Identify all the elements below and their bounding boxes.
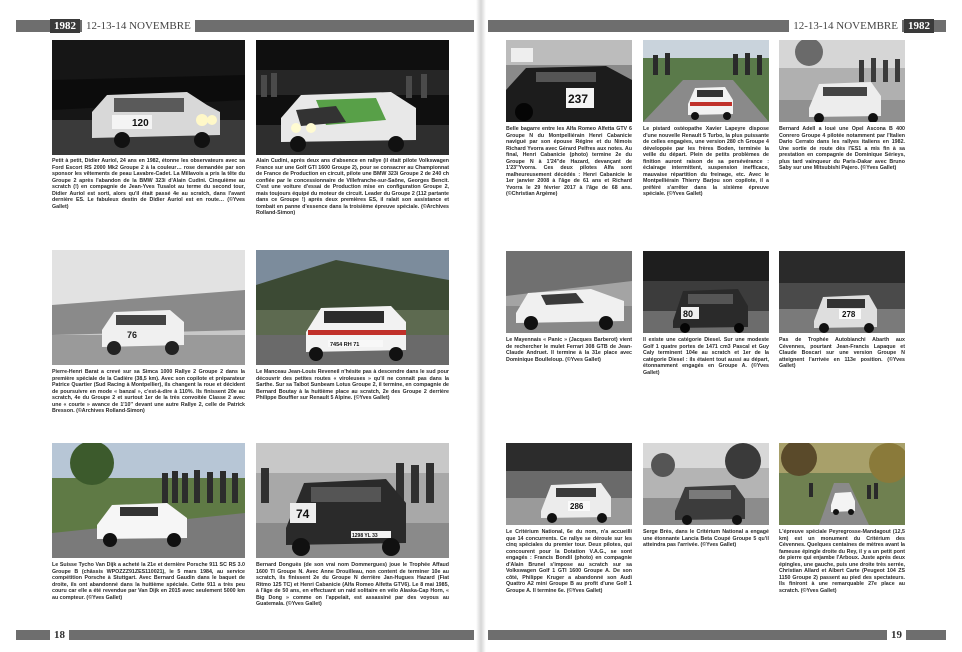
caption-dongues: Bernard Donguès (de son vrai nom Dommergues) joue le Trophée Affaud 1600 TI Groupe N. Avec Anne Drouilleau, non content de terminer 10e au scratch, ils finissent 2e du Groupe N derrière Jan-Hugues Hazard (Fiat Ritmo 125 TC) et Henri Cabanicie (Alfa Romeo Alfetta GTV6). Le 8 mai 1985, à l'âge de 50 ans, en effectuant un raid solitaire en vélo Alaska-Cap Horn, « Big Dong » comme on l'appelait, est assassiné par des voyous au Guatemala. (©Yves Gallet)	[256, 562, 449, 608]
right-header-year: 1982	[904, 19, 934, 33]
photo-alfetta-number: 237	[568, 92, 589, 106]
photo-golf-plate: 1298 YL 33	[352, 533, 378, 539]
caption-barat: Pierre-Henri Barat a crevé sur sa Simca 1000 Rallye 2 Groupe 2 dans la première spéciale de la Cadière (38,5 km). Avec son copilote et préparateur Patrice Quartier (Sud Racing à Montpellier), ils changent la roue et décident de poursuivre en mode « banzaï », c'est-à-dire à 110%. Ils finissent 20e au scratch, 4e du Groupe 2 et surtout 1er de la très convoitée Classe 2 avec une « courte » avance de 1'10'' devant une autre Rallye 2, celle de Patrick Bresson. (©Archives Rolland-Simon)	[52, 369, 245, 415]
caption-panic: Le Mayennais « Panic » (Jacques Barberot) vient de rechercher le mulet Ferrari 308 GTB de Jean-Claude Andruet. Il termine à la 31e place avec Dominique Boulleloup. (©Yves Gallet)	[506, 337, 632, 363]
photo-bmw-cudini	[256, 40, 449, 155]
caption-bondil: Le Critérium National, 6e du nom, n'a accueilli que 14 concurrents. Ce rallye se déroule sur les cinq spéciales du premier tour. Deux pilotes, qui concourent pour la Dotation V.A.G., se sont engagés : Francis Bondil (photo) en compagnie d'Alain Brunel s'impose au scratch sur sa Volkswagen Golf 1 GTI 1600 Groupe A. De son côté, Philippe Kruger a abandonné son Audi Quattro A2 mini Groupe B au profit d'une Golf 1 Groupe A. Il termine 6e. (©Yves Gallet)	[506, 529, 632, 594]
photo-golf-dongues	[256, 443, 449, 558]
left-header-dates: 12-13-14 NOVEMBRE	[82, 19, 195, 33]
caption-allard: L'épreuve spéciale Peyregrosse-Mandagout (12,5 km) est un monument du Critérium des Cévennes. Quelques centaines de mètres avant la fameuse épingle droite du Rey, il y a un petit pont de pierre qui enjambe l'Arboux. Juste après deux épingles, une gauche, puis une droite très serrée, Christian Allard et Albert Carte (Peugeot 104 ZS 1150 Groupe 2) passent au pied des spectateurs. Ils finiront à une remarquable 27e place au scratch. (©Yves Gallet)	[779, 529, 905, 594]
photo-alfetta-cabanicie	[506, 40, 632, 122]
photo-ferrari-panic	[506, 251, 632, 333]
left-header-band	[16, 20, 474, 32]
photo-golf-bondil	[506, 443, 632, 525]
right-page-number: 19	[887, 628, 906, 642]
left-footer-band	[16, 630, 474, 640]
right-header-dates: 12-13-14 NOVEMBRE	[789, 19, 902, 33]
photo-escort-plate: 120	[132, 118, 149, 129]
caption-adell: Bernard Adell a loué une Opel Ascona B 400 Conrero Groupe 4 pilotée notamment par l'Italien Dario Cerrato dans les rallyes italiens en 1982. Une sortie de route dès l'ES1 a mis fin à sa prestation en compagnie de Dominique Sérieys, plus tard vainqueur du Paris-Dakar avec Bruno Saby sur une Mitsubishi Pajero. (©Yves Gallet)	[779, 126, 905, 172]
photo-ascona-adell	[779, 40, 905, 122]
left-page-number: 18	[50, 628, 69, 642]
photo-bondil-number: 286	[570, 502, 584, 511]
caption-reveneil: Le Manceau Jean-Louis Reveneil n'hésite pas à descendre dans le sud pour découvrir des petites routes « viroleuses » qu'il ne connaît pas dans la Sarthe. Sur sa Talbot Sunbeam Lotus Groupe 2, il termine, en compagnie de Bernard Boutay à la huitième place au scratch, 2e des Groupe 2 derrière Philippe Bouffier sur Renault 5 Alpine. (©Yves Gallet)	[256, 369, 449, 402]
photo-sunbeam-reveneil	[256, 250, 449, 365]
photo-r5turbo-lapeyre	[643, 40, 769, 122]
caption-cudini: Alain Cudini, après deux ans d'absence en rallye (il était pilote Volkswagen France sur une Golf GTI 1600 Groupe 2), pour se consacrer au Championnat de France de Production en circuit, pilote une BMW 323i Groupe 2 de 240 ch confiée par le concessionnaire de Villefranche-sur-Saône, Georges Bencit. C'est une voiture d'essai de Production mise en configuration Groupe 2, mais toujours équipé du moteur de circuit. Leader du Groupe 2 (112 partante dans ce Groupe !) après deux premières ES, il ralait son assistance et tombait en panne d'essence dans la troisième épreuve spéciale. (©Archives Rolland-Simon)	[256, 158, 449, 217]
photo-autobianchi-lapaque	[779, 251, 905, 333]
photo-peugeot-allard	[779, 443, 905, 525]
photo-ford-escort-auriol	[52, 40, 245, 155]
photo-lancia-bres	[643, 443, 769, 525]
caption-lapeyre: Le pistard ostéopathe Xavier Lapeyre dispose d'une nouvelle Renault 5 Turbo, la plus puissante de celles engagées, une version 280 ch Groupe 4 développée par les frères Boden, terminée la veille du départ. Plein de petits problèmes de finition auront raison de sa persévérance : éclairage intermittent, suspension inefficace, mauvaise répartition du freinage, etc. Avec le Montpelliérain Thierry Barjou son copilote, il a préféré s'arrêter dans la sixième épreuve spéciale. (©Yves Gallet)	[643, 126, 769, 198]
photo-simca-number: 76	[127, 330, 138, 340]
left-header-year: 1982	[50, 19, 80, 33]
photo-diesel-number: 80	[683, 309, 694, 319]
photo-golf-diesel-caly	[643, 251, 769, 333]
photo-simca-barat	[52, 250, 245, 365]
page-gutter	[476, 0, 486, 652]
photo-golf-number: 74	[296, 507, 310, 521]
right-header-band	[488, 20, 946, 32]
caption-auriol: Petit à petit, Didier Auriol, 24 ans en 1982, étonne les observateurs avec sa Ford Escort RS 2000 Mk2 Groupe 2 à la couleur… rose demandée par son sponsor les vêtements de peau Lavabre-Cadet. La Millavois a pris la tête du Groupe 2 après l'abandon de la BMW 323i d'Alain Cudini. Cinquième au scratch (!) en compagnie de Jean-Yves Tusalot au terme du second tour, Didier Auriol est sorti, alors qu'il était passé 4e au scratch, dans l'avant dernière ES. Le fabuleux destin de Didier Auriol est en route… (©Yves Gallet)	[52, 158, 245, 210]
photo-porsche-vandijk	[52, 443, 245, 558]
caption-lapaque: Pas de Trophée Autobianchi Abarth aux Cévennes, pourtant Jean-Francis Lapaque et Claude Boscari sur une version Groupe N atteignent l'arrivée en 113e position. (©Yves Gallet)	[779, 337, 905, 370]
photo-sunbeam-plate: 7454 RH 71	[330, 342, 360, 348]
caption-cabanicie: Belle bagarre entre les Alfa Romeo Alfetta GTV 6 Groupe N du Montpelliérain Henri Cabanicie navigué par son épouse Régine et du Nimois Richard Yvorra avec Gérard Pelfres aux notes. Au final, Henri Cabanicie (photo) termine 2e du Groupe N à 1'24''de Hazard, devançant de 1'23''Yvorra. Ces deux pilotes Alfa sont malheureusement décédés : Henri Cabanicie le 1er janvier 2008 à l'âge de 61 ans et Richard Yvorra le 29 février 2017 à l'âge de 68 ans. (©Christian Argème)	[506, 126, 632, 198]
right-footer-band	[488, 630, 946, 640]
caption-vandijk: Le Suisse Tycho Van Dijk a acheté la 21e et dernière Porsche 911 SC RS 3.0 Groupe B (châssis WPOZZZ91ZES110021), le 5 mars 1984, au service compétition Porsche à Stuttgart. Avec Bernard Gaudin dans le baquet de droite, ils ont abandonné dans la huitième spéciale. Cette 911 a très peu couru car elle a été revendue par Van Dijk en 2015 avec seulement 5000 km au compteur. (©Yves Gallet)	[52, 562, 245, 601]
caption-caly: Il existe une catégorie Diesel. Sur une modeste Golf 1 quatre portes de 1471 cm3 Pascal et Guy Caly terminent 104e au scratch et 1er de la catégorie Diesel : ils étaient tout aussi au départ, étonnamment engagés en Groupe A. (©Yves Gallet)	[643, 337, 769, 376]
caption-bres: Serge Brès, dans le Critérium National a engagé une étonnante Lancia Beta Coupé Groupe 5 qu'il atteindra pas l'arrivée. (©Yves Gallet)	[643, 529, 769, 549]
photo-autobianchi-number: 278	[842, 310, 856, 319]
